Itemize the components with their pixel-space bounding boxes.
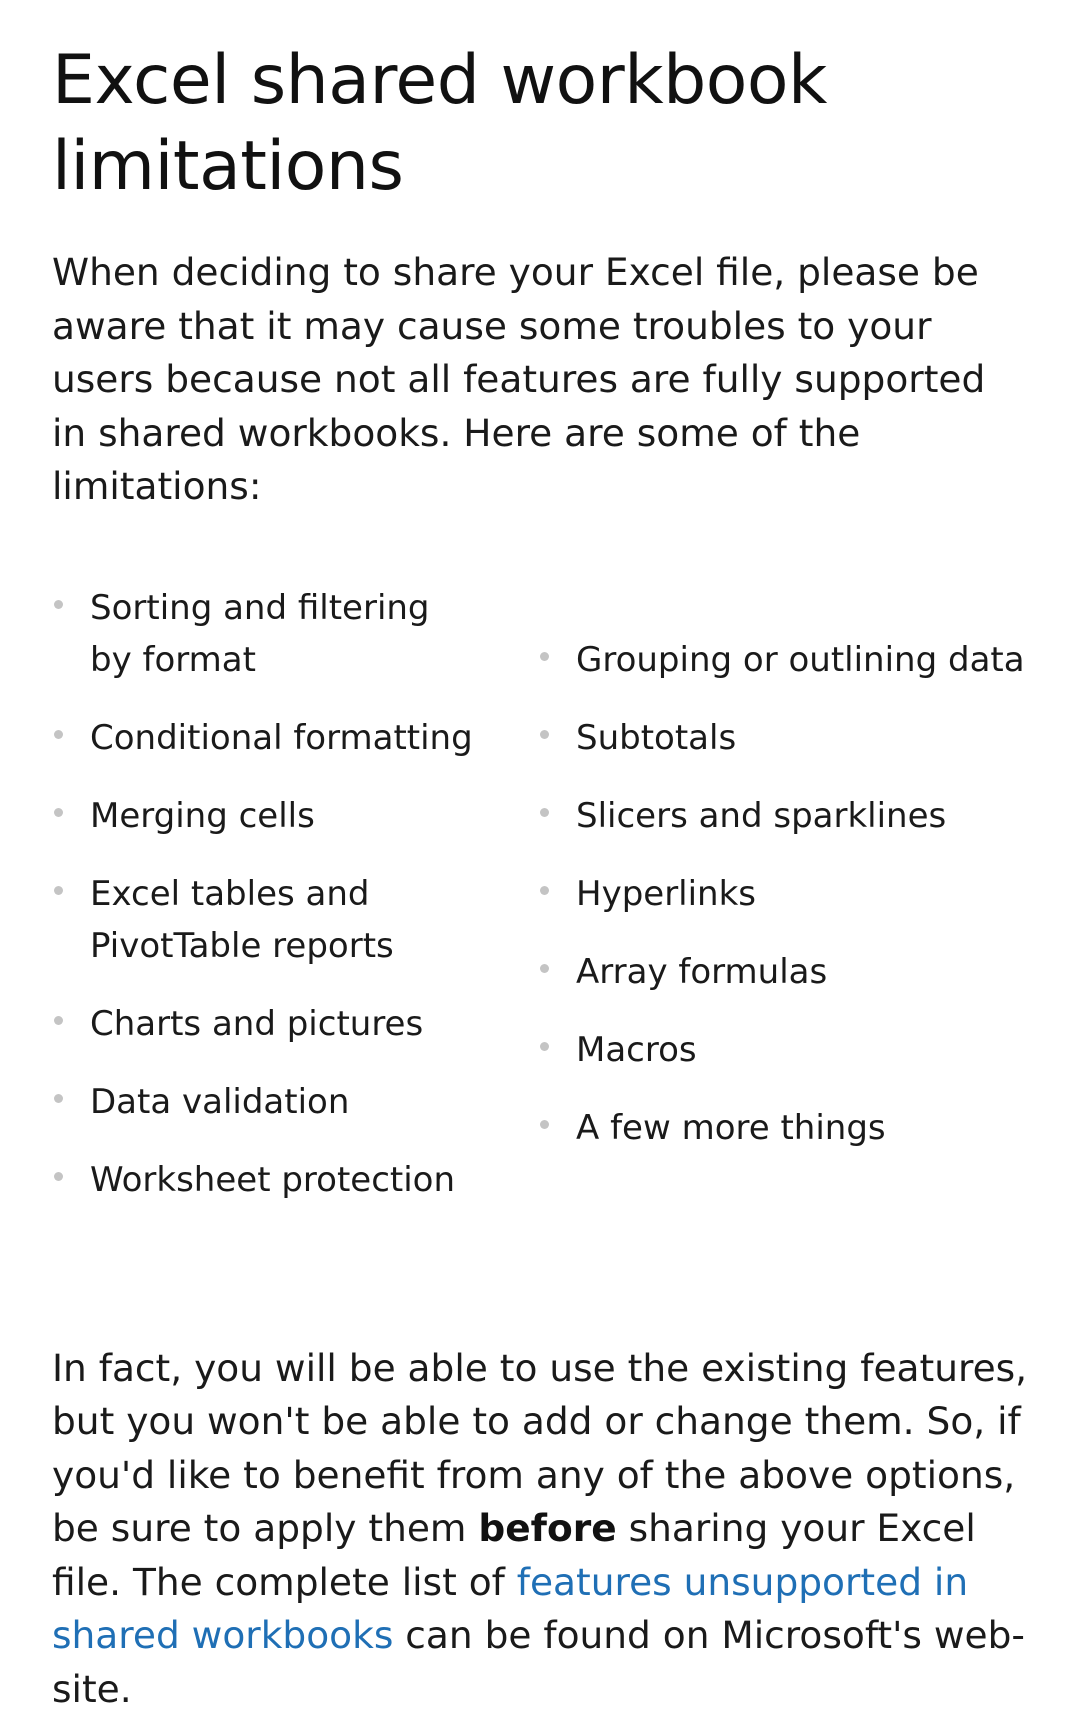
list-item-label: Data validation xyxy=(90,1082,349,1122)
list-item-label: Worksheet protection xyxy=(90,1160,455,1200)
outro-text-1: In fact, you will be able to use the existing features, but you won't be able to add or change them. So, if you'd like to benefit from any of the above options, be sure to apply them xyxy=(52,1346,1027,1551)
bullet-icon xyxy=(540,964,549,973)
page-title: Excel shared workbook limitations xyxy=(52,0,1028,210)
outro-paragraph xyxy=(52,1342,1028,1716)
bullet-icon xyxy=(540,808,549,817)
list-item-label: Sorting and filtering by format xyxy=(90,588,430,680)
intro-paragraph: When deciding to share your Excel file, please be aware that it may cause some troubles to your users because not all features are fully supported in shared workbooks. Here are some of the limitations: xyxy=(52,246,1028,514)
list-item xyxy=(52,1154,482,1206)
list-item-label: Conditional formatting xyxy=(90,718,473,758)
list-item xyxy=(538,1102,1038,1154)
list-item-label: Merging cells xyxy=(90,796,315,836)
list-item xyxy=(52,998,482,1050)
bullet-icon xyxy=(540,652,549,661)
bullet-icon xyxy=(54,600,63,609)
limitations-lists xyxy=(52,582,1028,1272)
bullet-icon xyxy=(54,886,63,895)
list-item xyxy=(538,946,1038,998)
bullet-icon xyxy=(54,808,63,817)
list-item xyxy=(538,790,1038,842)
limitations-list-left xyxy=(52,582,482,1206)
limitations-list-right xyxy=(538,634,1038,1154)
list-item xyxy=(52,868,482,972)
bullet-icon xyxy=(540,1120,549,1129)
list-item xyxy=(538,1024,1038,1076)
list-item-label: Grouping or outlining data xyxy=(576,640,1025,680)
list-item-label: Array formulas xyxy=(576,952,827,992)
list-item-label: Subtotals xyxy=(576,718,736,758)
list-item xyxy=(538,634,1038,686)
bullet-icon xyxy=(540,730,549,739)
list-item-label: Slicers and sparklines xyxy=(576,796,946,836)
list-item xyxy=(538,712,1038,764)
list-item-label: Excel tables and PivotTable reports xyxy=(90,874,394,966)
outro-text-3: can be found on Microsoft's web-site. xyxy=(52,1613,1025,1711)
list-item xyxy=(538,868,1038,920)
list-item xyxy=(52,1076,482,1128)
list-item-label: Charts and pictures xyxy=(90,1004,423,1044)
bullet-icon xyxy=(540,886,549,895)
list-item-label: Macros xyxy=(576,1030,697,1070)
list-item xyxy=(52,712,482,764)
outro-text-2: sharing your Excel file. The complete list of xyxy=(52,1506,976,1604)
list-item-label: A few more things xyxy=(576,1108,886,1148)
list-item xyxy=(52,582,482,686)
list-item xyxy=(52,790,482,842)
bullet-icon xyxy=(54,1094,63,1103)
bullet-icon xyxy=(540,1042,549,1051)
list-item-label: Hyperlinks xyxy=(576,874,756,914)
unsupported-features-link[interactable]: features unsupported in shared workbooks xyxy=(52,1560,968,1658)
bullet-icon xyxy=(54,1172,63,1181)
bullet-icon xyxy=(54,730,63,739)
bullet-icon xyxy=(54,1016,63,1025)
outro-bold-word: before xyxy=(478,1506,616,1550)
